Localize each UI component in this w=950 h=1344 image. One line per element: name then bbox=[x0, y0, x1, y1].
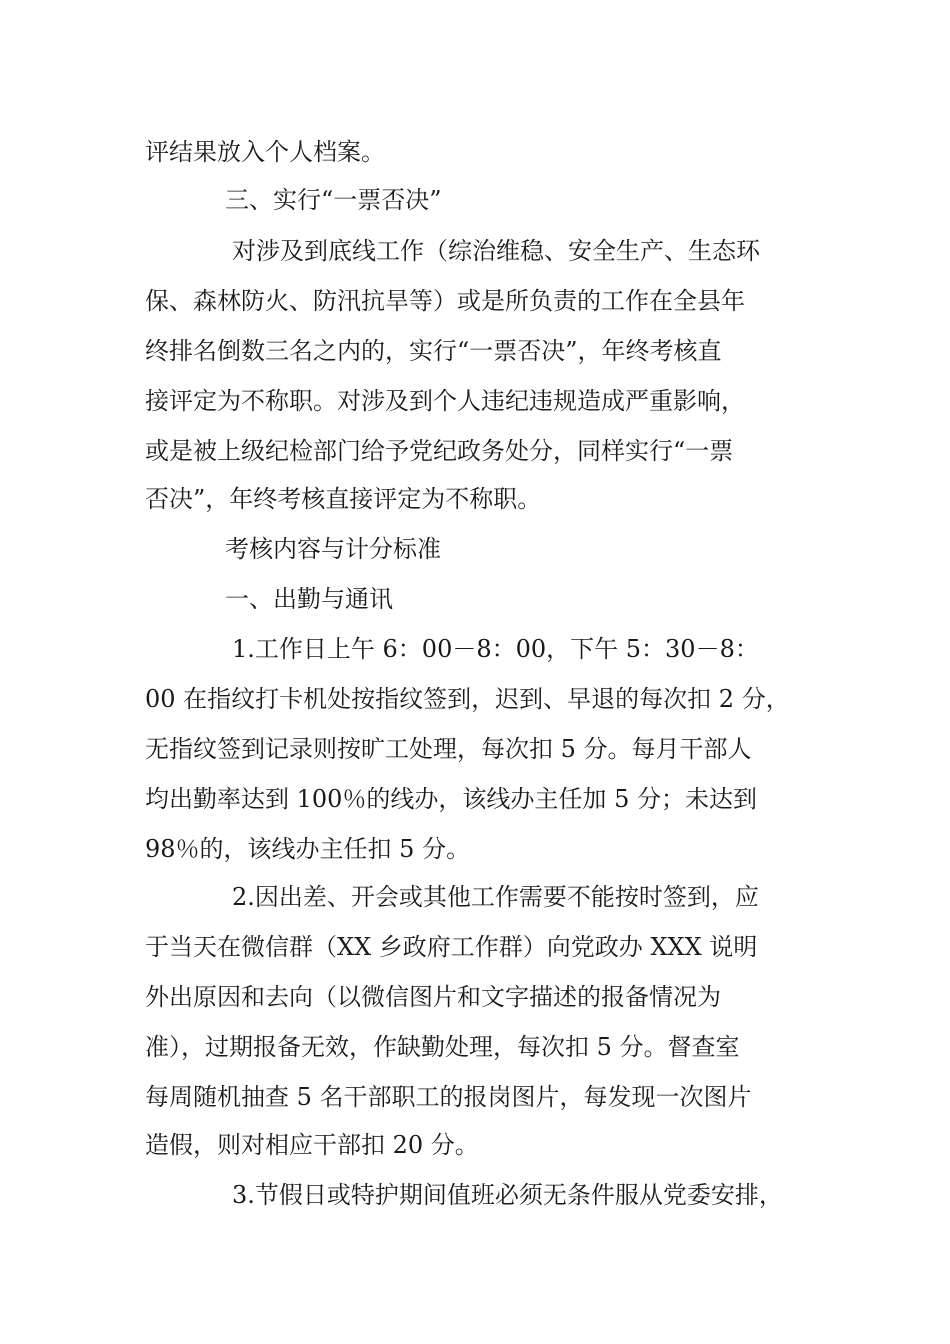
text-line: 或是被上级纪检部门给予党纪政务处分，同样实行“一票 bbox=[145, 437, 734, 465]
text-line: 终排名倒数三名之内的，实行“一票否决”，年终考核直 bbox=[145, 337, 722, 365]
text-line: 评结果放入个人档案。 bbox=[145, 138, 385, 166]
text-line: 无指纹签到记录则按旷工处理，每次扣 5 分。每月干部人 bbox=[145, 735, 752, 763]
section-heading: 一、出勤与通讯 bbox=[225, 585, 393, 613]
text-line: 2.因出差、开会或其他工作需要不能按时签到，应 bbox=[232, 883, 759, 911]
text-line: 于当天在微信群（XX 乡政府工作群）向党政办 XXX 说明 bbox=[145, 933, 758, 961]
text-line: 3.节假日或特护期间值班必须无条件服从党委安排， bbox=[232, 1181, 783, 1209]
section-heading: 考核内容与计分标准 bbox=[225, 535, 441, 563]
section-heading: 三、实行“一票否决” bbox=[225, 186, 442, 214]
text-line: 对涉及到底线工作（综治维稳、安全生产、生态环 bbox=[232, 237, 760, 265]
text-line: 准），过期报备无效，作缺勤处理，每次扣 5 分。督查室 bbox=[145, 1033, 740, 1061]
text-line: 否决”，年终考核直接评定为不称职。 bbox=[145, 485, 542, 513]
text-line: 外出原因和去向（以微信图片和文字描述的报备情况为 bbox=[145, 983, 721, 1011]
text-line: 均出勤率达到 100％的线办，该线办主任加 5 分；未达到 bbox=[145, 785, 757, 813]
text-line: 1.工作日上午 6：00－8：00，下午 5：30－8： bbox=[232, 635, 759, 663]
text-line: 保、森林防火、防汛抗旱等）或是所负责的工作在全县年 bbox=[145, 287, 745, 315]
text-line: 接评定为不称职。对涉及到个人违纪违规造成严重影响， bbox=[145, 387, 745, 415]
text-line: 98％的，该线办主任扣 5 分。 bbox=[145, 835, 471, 863]
text-line: 造假，则对相应干部扣 20 分。 bbox=[145, 1131, 479, 1159]
text-line: 00 在指纹打卡机处按指纹签到，迟到、早退的每次扣 2 分， bbox=[145, 685, 790, 713]
text-line: 每周随机抽查 5 名干部职工的报岗图片，每发现一次图片 bbox=[145, 1083, 752, 1111]
